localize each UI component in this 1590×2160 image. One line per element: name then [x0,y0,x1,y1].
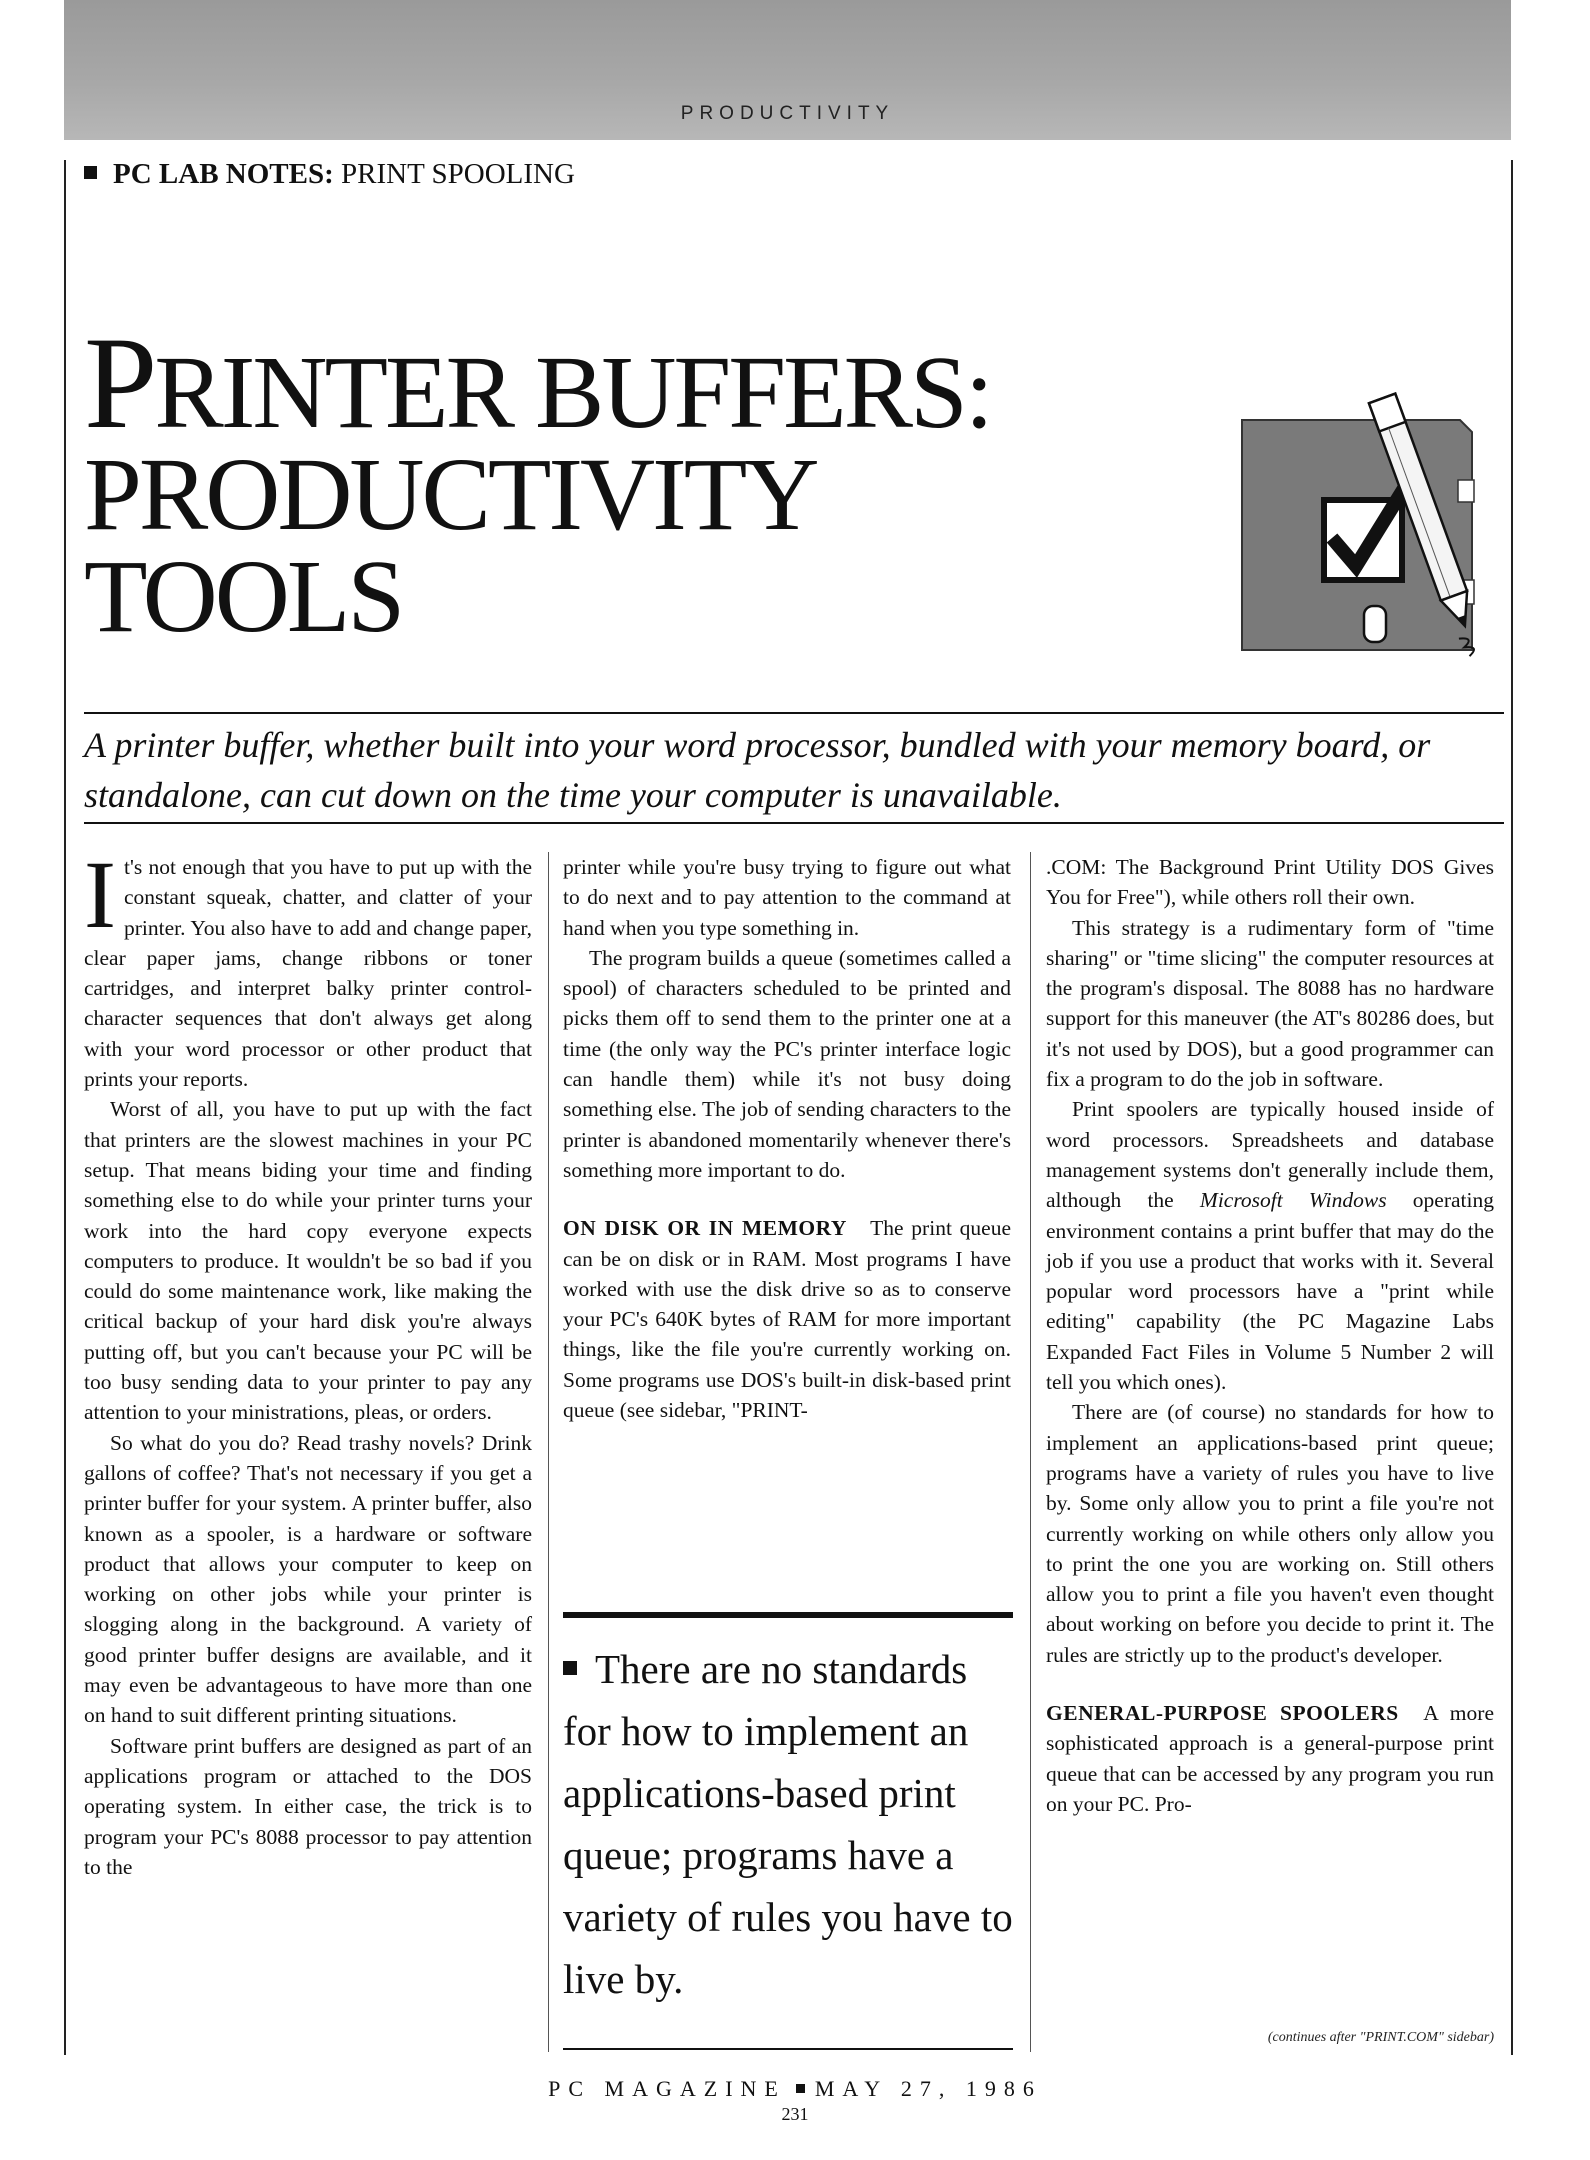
footer-date: MAY 27, 1986 [814,2076,1042,2101]
paragraph: This strategy is a rudimentary form of "time sharing" or "time slicing" the computer resources at the program's disposal. The 8088 has no hardware support for this maneuver (the AT's 80286 does, but it's not used by DOS), but a good programmer can fix a program to do the job in software. [1046,915,1494,1092]
paragraph: The program builds a queue (sometimes called a spool) of characters scheduled to be printed and picks them off to send them to the printer one at a time (the only way the PC's printer interface logic can handle them) while it's not busy doing something else. The job of sending characters to the printer is abandoned momentarily whenever there's something more important to do. [563,945,1011,1182]
subhead: GENERAL-PURPOSE SPOOLERS [1046,1701,1399,1726]
paragraph: printer while you're busy trying to figure out what to do next and to pay attention to the command at hand when you type something in. [563,855,1011,940]
paragraph: .COM: The Background Print Utility DOS Gives You for Free"), while others roll their own. [1046,855,1494,910]
drop-cap: I [84,841,116,948]
product-name: Microsoft Windows [1199,1188,1387,1213]
deck-bottom-rule [84,822,1504,824]
body-column-2 [563,852,1011,1425]
body-column-3 [1046,852,1494,1819]
headline-line-2: PRODUCTIVITY [84,437,817,552]
headline-line-1-rest: RINTER BUFFERS: [154,335,991,450]
paragraph [1046,1698,1494,1819]
paragraph-text: t's not enough that you have to put up with the constant squeak, chatter, and clatter of your printer. You also have to add and change paper, clear paper jams, change ribbons or toner cartridges, and interpret balky printer control-character sequences that don't always get along with your word processor or other product that prints your reports. [84,855,532,1092]
bullet-square-icon [84,166,97,179]
subhead: ON DISK OR IN MEMORY [563,1216,847,1241]
page-number: 231 [781,2104,809,2124]
pullquote-text: There are no standards for how to implement an applications-based print queue; programs have a variety of rules you have to live by. [563,1646,1013,2002]
paragraph [84,841,532,1094]
paragraph [1046,1094,1494,1397]
footer-magazine: PC MAGAZINE [548,2076,786,2101]
footer [0,2076,1590,2102]
kicker [84,158,575,191]
bullet-square-icon [796,2084,805,2093]
paragraph: There are (of course) no standards for how to implement an applications-based print queue; programs have a variety of rules you have to live by. Some only allow you to print a file you're not currently working on while others only allow you to print the one you are working on. Still others allow you to print a file you haven't even thought about working on before you decide to print it. The rules are strictly up to the product's developer. [1046,1400,1494,1667]
paragraph [563,1213,1011,1425]
bullet-square-icon [563,1661,577,1675]
continues-note: (continues after "PRINT.COM" sidebar) [1267,2030,1494,2045]
frame-right-line [1511,160,1513,2055]
headline-line-1 [84,309,1184,456]
paragraph: Software print buffers are designed as part of an applications program or attached to the DOS operating system. In either case, the trick is to program your PC's 8088 processor to pay attention to the [84,1733,532,1879]
paragraph-text: A more sophisticated approach is a general-purpose print queue that can be accessed by any program you run on your PC. Pro- [1046,1701,1494,1816]
paragraph: Worst of all, you have to put up with the fact that printers are the slowest machines in your PC setup. That means biding your time and finding something else to do while your printer turns your work into the hard copy everyone expects computers to produce. It wouldn't be so bad if you could do some maintenance work, like making the critical backup of your hard disk you're always putting off, but you can't because your PC will be too busy sending data to your printer to pay any attention to your ministrations, pleas, or orders. [84,1097,532,1425]
pullquote-top-rule [563,1612,1013,1618]
body-column-1 [84,841,532,1882]
paragraph-text: Print spoolers are typically housed inside of word processors. Spreadsheets and database management systems don't generally include them, although the [1046,1097,1494,1213]
kicker-bold: PC LAB NOTES: [113,158,334,190]
column-separator [548,852,549,2052]
frame-left-line [64,160,66,2055]
pullquote [563,1638,1013,2010]
deck: A printer buffer, whether built into your word processor, bundled with your memory board, or standalone, can cut down on the time your computer is unavailable. [84,725,1431,815]
paragraph-text: The print queue can be on disk or in RAM. Most programs I have worked with use the disk drive so as to conserve your PC's 640K bytes of RAM for more important things, like the file you're currently working on. Some programs use DOS's built-in disk-based print queue (see sidebar, "PRINT- [563,1216,1011,1423]
headline-line-3: TOOLS [84,539,403,654]
column-separator [1030,852,1031,2052]
section-label: PRODUCTIVITY [680,103,895,124]
pullquote-bottom-rule [563,2048,1013,2050]
kicker-text: PRINT SPOOLING [333,158,575,190]
headline [84,309,1184,654]
headline-initial: P [84,309,155,456]
deck-top-rule [84,712,1504,714]
paragraph: So what do you do? Read trashy novels? Drink gallons of coffee? That's not necessary if you get a printer buffer for your system. A printer buffer, also known as a spooler, is a hardware or software product that allows your computer to keep on working on other jobs while your printer is slogging along in the background. A variety of good printer buffer designs are available, and it may even be advantageous to have more than one on hand to suit different printing situations. [84,1430,532,1728]
paragraph-text: operating environment contains a print buffer that may do the job if you use a product that works with it. Several popular word processors have a "print while editing" capability (the PC Magazine Labs Expanded Fact Files in Volume 5 Number 2 will tell you which ones). [1046,1188,1494,1395]
floppy-disk-checkmark-pencil-icon [1240,370,1510,690]
